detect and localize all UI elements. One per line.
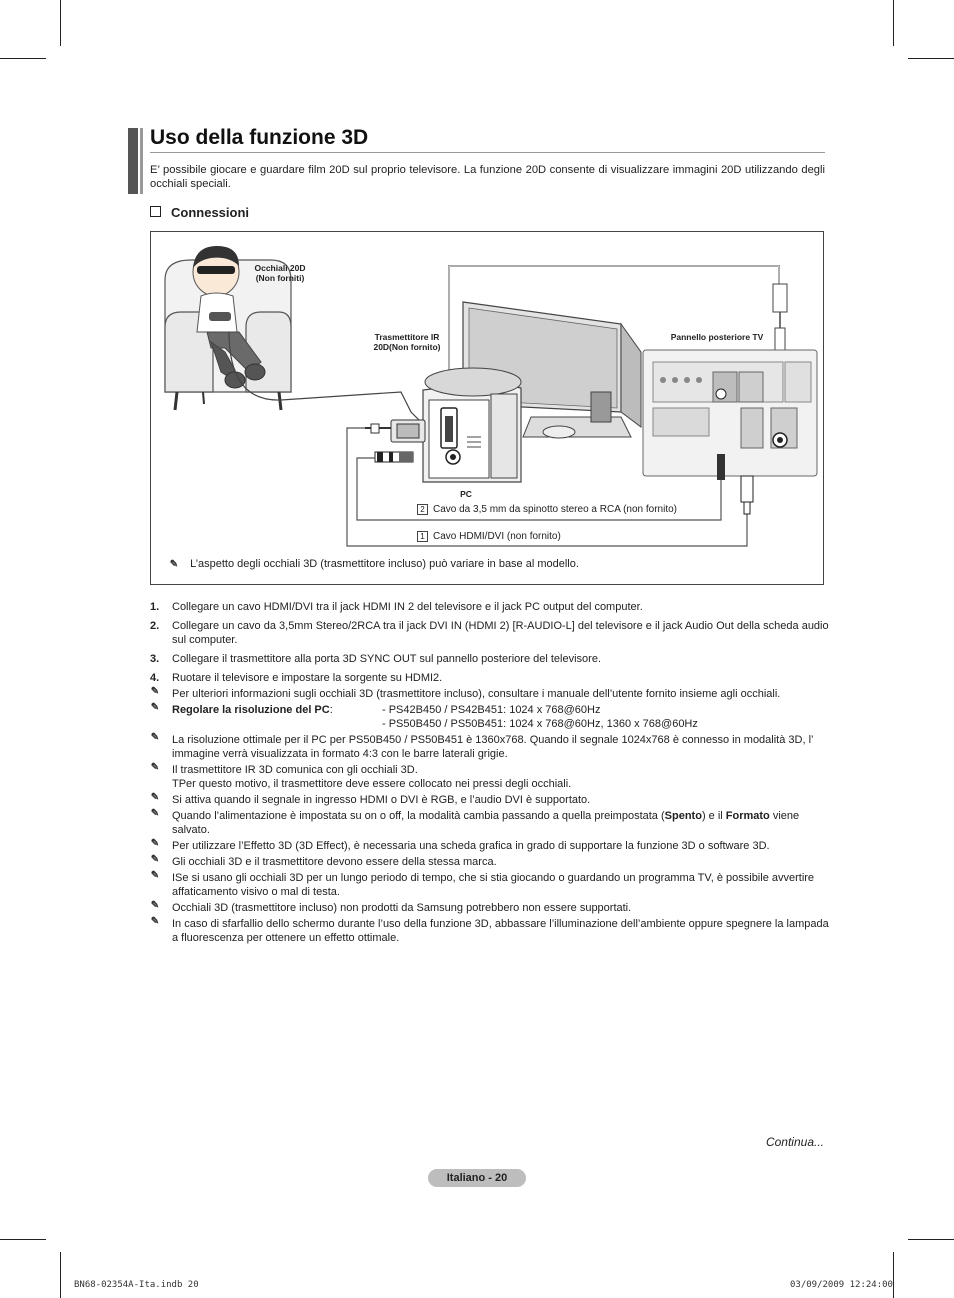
pc-illustration: [423, 368, 521, 482]
note-item: [150, 793, 830, 807]
note-text: Quando l’alimentazione è impostata su on o off, la modalità cambia passando a quella preimpostata (: [172, 810, 665, 822]
step-text: Collegare un cavo HDMI/DVI tra il jack HDMI IN 2 del televisore e il jack PC output del computer.: [172, 601, 643, 613]
continue-label: Continua...: [765, 1135, 824, 1149]
note-icon: ✎: [169, 559, 179, 570]
resolution-line: - PS42B450 / PS42B451: 1024 x 768@60Hz: [382, 704, 601, 716]
title-rule: [150, 152, 825, 153]
dvi-plug-illustration: [365, 420, 425, 442]
crop-mark: [893, 1252, 894, 1298]
cable1-label: Cavo HDMI/DVI (non fornito): [433, 531, 561, 542]
note-item: [150, 901, 830, 915]
note-item: [150, 839, 830, 853]
note-icon: ✎: [150, 762, 160, 773]
diagram-note-text: L’aspetto degli occhiali 3D (trasmettitore incluso) può variare in base al modello.: [190, 558, 579, 570]
page-number: Italiano - 20: [428, 1169, 526, 1187]
connection-diagram: [150, 231, 824, 585]
note-text: Gli occhiali 3D e il trasmettitore devono essere della stessa marca.: [172, 856, 497, 868]
step-item: [150, 619, 830, 647]
crop-mark: [908, 58, 954, 59]
crop-mark: [0, 58, 46, 59]
note-icon: ✎: [150, 900, 160, 911]
note-text: Il trasmettitore IR 3D comunica con gli occhiali 3D.: [172, 764, 418, 776]
step-number: 1.: [150, 601, 160, 613]
heading-bar: [128, 128, 138, 194]
note-icon: ✎: [150, 854, 160, 865]
note-item: [150, 763, 830, 791]
tv-back-panel-illustration: [643, 350, 817, 476]
note-item: [150, 917, 830, 945]
cable2-callout: [417, 504, 677, 515]
note-icon: ✎: [150, 702, 160, 713]
step-number: 3.: [150, 653, 160, 665]
pc-label: PC: [460, 489, 472, 499]
step-text: Collegare un cavo da 3,5mm Stereo/2RCA tra il jack DVI IN (HDMI 2) [R-AUDIO-L] del televisore e il jack Audio Out della scheda audio sul computer.: [172, 620, 829, 646]
note-item: [150, 855, 830, 869]
step-item: [150, 600, 830, 614]
transmitter-label: Trasmettitore IR 20D(Non fornito): [373, 332, 441, 352]
crop-mark: [908, 1239, 954, 1240]
cable2-label: Cavo da 3,5 mm da spinotto stereo a RCA (non fornito): [433, 504, 678, 515]
resolution-colon: :: [329, 704, 333, 716]
section-heading: [150, 205, 249, 220]
note-text: Per utilizzare l’Effetto 3D (3D Effect), è necessaria una scheda grafica in grado di supportare la funzione 3D o software 3D.: [172, 840, 770, 852]
note-icon: ✎: [150, 838, 160, 849]
note-icon: ✎: [150, 870, 160, 881]
cable1-callout: [417, 531, 561, 542]
note-text: viene salvato.: [172, 810, 800, 836]
heading-bar-accent: [140, 128, 143, 194]
note-icon: ✎: [150, 732, 160, 743]
note-icon: ✎: [150, 686, 160, 697]
note-item: [150, 687, 830, 701]
panel-label: Pannello posteriore TV: [670, 332, 764, 342]
step-item: [150, 671, 830, 685]
crop-mark: [60, 1252, 61, 1298]
section-heading-label: Connessioni: [171, 205, 250, 220]
note-icon: ✎: [150, 792, 160, 803]
note-item: [150, 809, 830, 837]
cable1-number: 1: [417, 531, 428, 542]
note-item-resolution: [150, 703, 830, 731]
note-item: [150, 733, 830, 761]
resolution-heading: Regolare la risoluzione del PC: [172, 704, 330, 716]
intro-text: E’ possibile giocare e guardare film 20D sul proprio televisore. La funzione 20D consente di visualizzare immagini 20D utilizzando degli occhiali speciali.: [150, 164, 825, 190]
cable2-number: 2: [417, 504, 428, 515]
note-text: ) e il: [701, 810, 726, 822]
glasses-label: Occhiali 20D (Non forniti): [254, 263, 306, 283]
note-icon: ✎: [150, 916, 160, 927]
page-title: Uso della funzione 3D: [150, 126, 369, 149]
note-text: La risoluzione ottimale per il PC per PS50B450 / PS50B451 è 1360x768. Quando il segnale 1024x768 è connesso in modalità 3D, l’ immagine verrà visualizzata in formato 4:3 con le barre laterali grigie.: [172, 734, 814, 760]
resolution-line: - PS50B450 / PS50B451: 1024 x 768@60Hz, 1360 x 768@60Hz: [382, 718, 698, 730]
checkbox-bullet-icon: [150, 206, 161, 217]
step-text: Ruotare il televisore e impostare la sorgente su HDMI2.: [172, 672, 443, 684]
note-icon: ✎: [150, 808, 160, 819]
note-bold: Spento: [664, 810, 702, 822]
note-text: Si attiva quando il segnale in ingresso HDMI o DVI è RGB, e l’audio DVI è supportato.: [172, 794, 591, 806]
audio-plug-illustration: [375, 452, 413, 462]
note-bold: Formato: [725, 810, 770, 822]
crop-mark: [893, 0, 894, 46]
note-item: [150, 871, 830, 899]
step-item: [150, 652, 830, 666]
step-text: Collegare il trasmettitore alla porta 3D SYNC OUT sul pannello posteriore del televisore.: [172, 653, 601, 665]
footer-file: BN68-02354A-Ita.indb 20: [74, 1280, 199, 1290]
instructions: [150, 600, 830, 947]
diagram-note: [169, 558, 579, 570]
step-number: 2.: [150, 620, 160, 632]
step-number: 4.: [150, 672, 160, 684]
crop-mark: [0, 1239, 46, 1240]
note-text: Occhiali 3D (trasmettitore incluso) non prodotti da Samsung potrebbero non essere supportati.: [172, 902, 632, 914]
crop-mark: [60, 0, 61, 46]
footer-date: 03/09/2009 12:24:00: [790, 1280, 893, 1290]
note-text: ISe si usano gli occhiali 3D per un lungo periodo di tempo, che si stia giocando o guardando un programma TV, è possibile avvertire affaticamento visivo o mal di testa.: [172, 872, 815, 898]
note-text: TPer questo motivo, il trasmettitore deve essere collocato nei pressi degli occhiali.: [172, 778, 572, 790]
note-text: In caso di sfarfallio dello schermo durante l’uso della funzione 3D, abbassare l’illuminazione dell’ambiente oppure spegnere la lampada a fluorescenza per ottenere un effetto ottimale.: [172, 918, 829, 944]
note-text: Per ulteriori informazioni sugli occhiali 3D (trasmettitore incluso), consultare i manuale dell’utente fornito insieme agli occhiali.: [172, 688, 781, 700]
